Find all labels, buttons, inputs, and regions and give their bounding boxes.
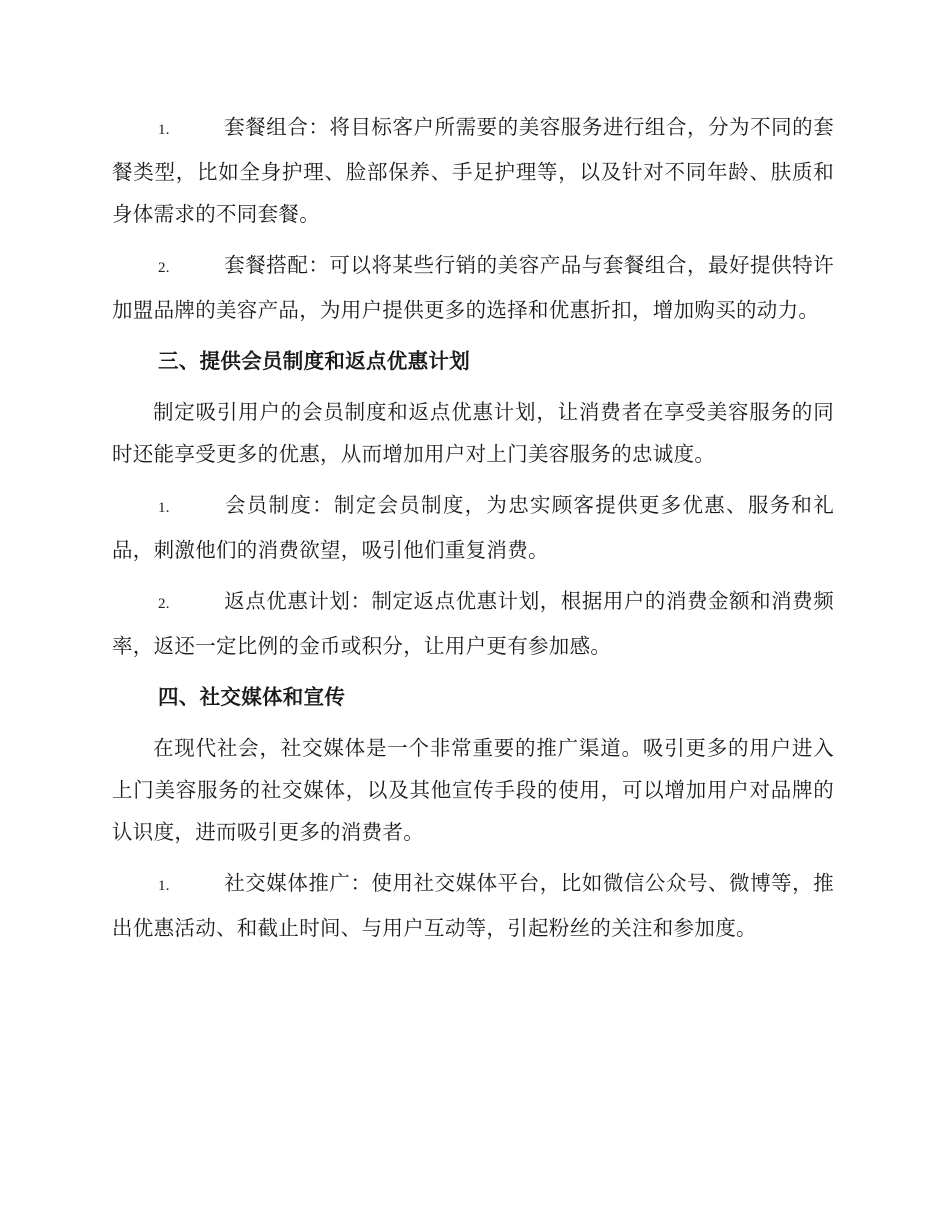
section-heading: 四、社交媒体和宣传 [158,685,346,709]
list-number: 2. [158,596,170,612]
list-number: 2. [158,260,170,276]
list-item-text: 套餐组合：将目标客户所需要的美容服务进行组合，分为不同的套餐类型，比如全身护理、脸部保养、手足护理等，以及针对不同年龄、肤质和身体需求的不同套餐。 [112,115,834,226]
document-body [112,106,834,958]
section-heading: 三、提供会员制度和返点优惠计划 [158,349,470,373]
list-item [112,106,834,235]
list-item-text: 会员制度：制定会员制度，为忠实顾客提供更多优惠、服务和礼品，刺激他们的消费欲望，吸引他们重复消费。 [112,493,834,562]
paragraph: 在现代社会，社交媒体是一个非常重要的推广渠道。吸引更多的用户进入上门美容服务的社交媒体，以及其他宣传手段的使用，可以增加用户对品牌的认识度，进而吸引更多的消费者。 [112,736,834,844]
list-number: 1. [158,500,170,516]
paragraph: 制定吸引用户的会员制度和返点优惠计划，让消费者在享受美容服务的同时还能享受更多的优惠，从而增加用户对上门美容服务的忠诚度。 [112,400,834,466]
list-item [112,862,834,949]
list-item [112,484,834,571]
list-item [112,244,834,331]
list-number: 1. [158,878,170,894]
list-item [112,580,834,667]
list-number: 1. [158,122,170,138]
list-item-text: 套餐搭配：可以将某些行销的美容产品与套餐组合，最好提供特许加盟品牌的美容产品，为用户提供更多的选择和优惠折扣，增加购买的动力。 [112,253,834,322]
list-item-text: 社交媒体推广：使用社交媒体平台，比如微信公众号、微博等，推出优惠活动、和截止时间、与用户互动等，引起粉丝的关注和参加度。 [112,871,834,940]
list-item-text: 返点优惠计划：制定返点优惠计划，根据用户的消费金额和消费频率，返还一定比例的金币或积分，让用户更有参加感。 [112,589,834,658]
